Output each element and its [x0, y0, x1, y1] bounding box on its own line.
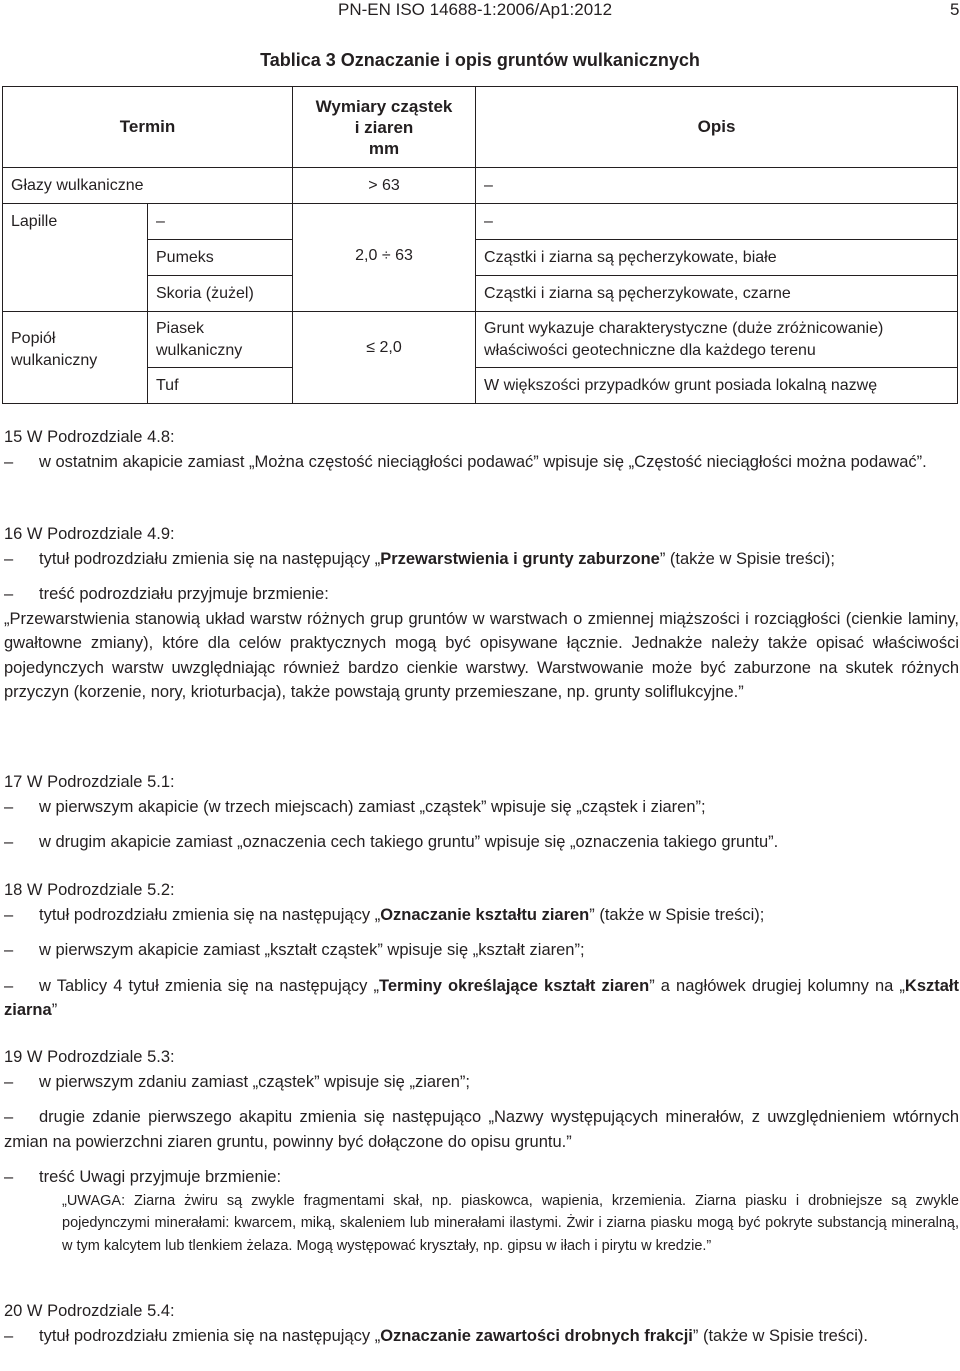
header-termin: Termin [3, 87, 293, 168]
desc-cell: Cząstki i ziarna są pęcherzykowate, czarne [476, 276, 958, 312]
sub-term-cell: Skoria (żużel) [148, 276, 293, 312]
bold-title: Oznaczanie kształtu ziaren [380, 905, 590, 924]
list-item: – treść Uwagi przyjmuje brzmienie: [4, 1168, 282, 1186]
list-item-text: w drugim akapicie zamiast „oznaczenia cech takiego gruntu” wpisuje się „oznaczenia takiego gruntu”. [39, 833, 779, 851]
sub-term-cell [148, 312, 293, 368]
table-row [3, 240, 958, 276]
header-dims-line3: mm [368, 138, 400, 158]
list-item: – tytuł podrozdziału zmienia się na następujący „Oznaczanie kształtu ziaren” (także w Spisie treści); [4, 905, 765, 924]
term-cell [3, 276, 148, 312]
document-id: PN-EN ISO 14688-1:2006/Ap1:2012 [338, 0, 613, 19]
list-item: – w drugim akapicie zamiast „oznaczenia cech takiego gruntu” wpisuje się „oznaczenia takiego gruntu”. [4, 833, 779, 851]
term-cell [3, 312, 148, 404]
list-item-text: w ostatnim akapicie zamiast „Można częstość nieciągłości podawać” wpisuje się „Częstość nieciągłości można podawać”. [39, 452, 927, 471]
list-item: – w ostatnim akapicie zamiast „Można częstość nieciągłości podawać” wpisuje się „Częstość nieciągłości można podawać”. [4, 452, 927, 471]
text-part: tytuł podrozdziału zmienia się na następujący „ [39, 1326, 381, 1345]
section-20 [4, 1299, 959, 1348]
table-header-row [3, 87, 958, 168]
term-cell: Głazy wulkaniczne [3, 168, 293, 204]
bold-title: Oznaczanie zawartości drobnych frakcji [380, 1326, 693, 1345]
list-item: – tytuł podrozdziału zmienia się na następujący „Oznaczanie zawartości drobnych frakcji” (także w Spisie treści). [4, 1326, 868, 1345]
list-item: – treść podrozdziału przyjmuje brzmienie: [4, 585, 329, 603]
table-row [3, 276, 958, 312]
bold-title: Przewarstwienia i grunty zaburzone [380, 549, 660, 568]
list-item-text: w pierwszym akapicie zamiast „kształt cząstek” wpisuje się „kształt ziaren”; [39, 941, 585, 959]
list-item: – tytuł podrozdziału zmienia się na następujący „Przewarstwienia i grunty zaburzone” (także w Spisie treści); [4, 549, 835, 568]
section-15 [4, 425, 959, 474]
page-number: 5 [950, 0, 960, 19]
desc-cell: – [476, 204, 958, 240]
dims-cell: 2,0 ÷ 63 [293, 240, 476, 312]
dims-cell: ≤ 2,0 [293, 312, 476, 404]
bold-title: Terminy określające kształt ziaren [379, 976, 650, 995]
term-line1: Popiół [11, 329, 56, 347]
header-dims-line2: i ziaren [354, 117, 414, 137]
section-18 [4, 878, 959, 1023]
list-item-text: w pierwszym zdaniu zamiast „cząstek” wpisuje się „ziaren”; [39, 1072, 470, 1091]
sub-term-cell: – [148, 204, 293, 240]
desc-cell: W większości przypadków grunt posiada lokalną nazwę [476, 368, 958, 404]
sub-term-cell: Pumeks [148, 240, 293, 276]
list-item-text: treść Uwagi przyjmuje brzmienie: [39, 1168, 282, 1186]
list-item: – drugie zdanie pierwszego akapitu zmienia się następująco „Nazwy występujących minerałów, z uwzględnieniem wtórnych zmian na powierzchni ziaren gruntu, powinny być dołączone do opisu gruntu.” [4, 1108, 959, 1151]
quoted-paragraph: „Przewarstwienia stanowią układ warstw różnych grup gruntów w warstwach o zmiennej miąższości i rozciągłości (cienkie laminy, gwałtowne zmiany), które dla celów praktycznych mogą być opisywane łącznie. Jednakże należy także opisać właściwości pojedynczych warstw uwzględniając również bardzo cienkie warstwy. Warstwowanie może być zaburzone na skutek różnych przyczyn (korzenie, nory, krioturbacja), także powstają grunty przemieszane, np. grunty soliflukcyjne.” [4, 609, 959, 701]
table-row [3, 204, 958, 240]
section-heading: 20 W Podrozdziale 5.4: [4, 1302, 175, 1320]
header-dims-line1: Wymiary cząstek [315, 96, 453, 116]
term-cell: Lapille [3, 204, 148, 240]
desc-cell: – [476, 168, 958, 204]
table-caption: Tablica 3 Oznaczanie i opis gruntów wulkanicznych [260, 50, 700, 70]
text-part: tytuł podrozdziału zmienia się na następujący „ [39, 549, 381, 568]
list-item-text: w pierwszym akapicie (w trzech miejscach) zamiast „cząstek” wpisuje się „cząstek i ziaren”; [39, 797, 706, 816]
desc-line1: Grunt wykazuje charakterystyczne (duże zróżnicowanie) [484, 319, 884, 337]
sub-term-line2: wulkaniczny [156, 341, 243, 359]
desc-cell: Cząstki i ziarna są pęcherzykowate, białe [476, 240, 958, 276]
list-item-text: treść podrozdziału przyjmuje brzmienie: [39, 585, 329, 603]
text-part: w Tablicy 4 tytuł zmienia się na następujący „ [39, 976, 380, 995]
list-item-text: drugie zdanie pierwszego akapitu zmienia się następująco „Nazwy występujących minerałów, z uwzględnieniem wtórnych zmian na powierzchni ziaren gruntu, powinny być dołączone do opisu gruntu.” [4, 1108, 959, 1151]
table-row [3, 168, 958, 204]
section-16 [4, 522, 959, 705]
desc-line2: właściwości geotechniczne dla każdego terenu [484, 341, 816, 359]
section-19 [4, 1045, 959, 1257]
section-heading: 18 W Podrozdziale 5.2: [4, 881, 175, 899]
term-line2: wulkaniczny [11, 351, 98, 369]
section-heading: 16 W Podrozdziale 4.9: [4, 525, 175, 543]
header-dimensions [293, 87, 476, 168]
volcanic-soils-table [2, 86, 958, 404]
list-item: – w pierwszym akapicie zamiast „kształt cząstek” wpisuje się „kształt ziaren”; [4, 941, 585, 959]
dims-cell [293, 204, 476, 240]
dims-cell: > 63 [293, 168, 476, 204]
table-row [3, 312, 958, 368]
section-heading: 15 W Podrozdziale 4.8: [4, 428, 175, 446]
note-paragraph: „UWAGA: Ziarna żwiru są zwykle fragmentami skał, np. piaskowca, wapienia, krzemienia. Ziarna piasku i drobniejsze są zwykle pojedynczymi minerałami: kwarcem, miką, skaleniem lub minerałami ilastymi. Żwir i ziarna piasku mogą być pokryte substancją mineralną, w tym kalcytem lub tlenkiem żelaza. Mogą występować kryształy, np. gipsu w iłach i pirytu w kredzie.” [62, 1192, 959, 1254]
text-part: ” [51, 1001, 58, 1019]
term-cell [3, 240, 148, 276]
list-item: – w Tablicy 4 tytuł zmienia się na następujący „Terminy określające kształt ziaren” a nagłówek drugiej kolumny na „Kształt ziarna” [4, 976, 959, 1019]
bold-title: Kształt ziarna [4, 976, 959, 1019]
text-part: ” a nagłówek drugiej kolumny na „ [649, 976, 905, 995]
sub-term-cell: Tuf [148, 368, 293, 404]
section-17 [4, 770, 959, 855]
text-part: tytuł podrozdziału zmienia się na następujący „ [39, 905, 381, 924]
desc-cell [476, 312, 958, 368]
list-item: – w pierwszym akapicie (w trzech miejscach) zamiast „cząstek” wpisuje się „cząstek i ziaren”; [4, 797, 706, 816]
header-opis: Opis [476, 87, 958, 168]
section-heading: 17 W Podrozdziale 5.1: [4, 773, 175, 791]
sub-term-line1: Piasek [156, 319, 205, 337]
text-part: ” (także w Spisie treści). [692, 1326, 868, 1345]
list-item: – w pierwszym zdaniu zamiast „cząstek” wpisuje się „ziaren”; [4, 1072, 470, 1091]
section-heading: 19 W Podrozdziale 5.3: [4, 1048, 175, 1066]
text-part: ” (także w Spisie treści); [589, 905, 765, 924]
text-part: ” (także w Spisie treści); [659, 549, 835, 568]
